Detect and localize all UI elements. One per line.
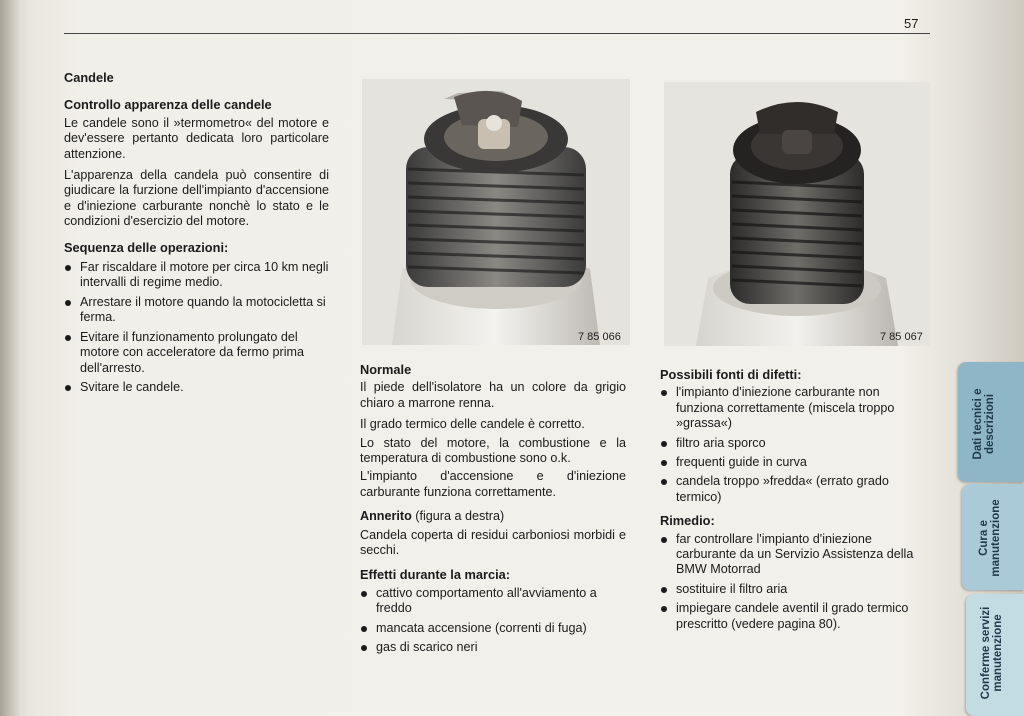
list-item: far controllare l'impianto d'iniezione carburante da un Servizio Assistenza della BMW Motorrad (660, 532, 928, 578)
photo-code-right: 7 85 067 (880, 331, 923, 343)
fonti-heading: Possibili fonti di difetti: (660, 367, 802, 382)
steps-list (64, 260, 329, 395)
spark-plug-photo-normal (362, 79, 630, 345)
annerito-paragraph: Candela coperta di residui carboniosi morbidi e secchi. (360, 527, 626, 558)
tab-label-line1: Cura e (978, 520, 990, 556)
page-number: 57 (904, 16, 919, 31)
tab-label-line1: Conferme servizi (980, 606, 992, 700)
list-item: filtro aria sporco (660, 436, 928, 451)
list-item: Far riscaldare il motore per circa 10 km negli intervalli di regime medio. (64, 260, 329, 291)
tab-cura-manutenzione[interactable] (962, 484, 1024, 590)
appearance-paragraph: L'apparenza della candela può consentire di giudicare la furzione dell'impianto d'accensione e d'iniezione carburante nonchè lo stato e le condizioni d'esercizio del motore. (64, 168, 329, 229)
tab-label-line1: Dati tecnici e (972, 388, 984, 460)
intro-paragraph: Le candele sono il »termometro« del motore e dev'essere pertanto dedicata loro particolare attenzione. (64, 115, 329, 161)
bullet-icon (661, 606, 667, 612)
bullet-icon (661, 537, 667, 543)
normale-heading: Normale (360, 362, 412, 377)
sequence-heading: Sequenza delle operazioni: (64, 239, 229, 255)
list-item: candela troppo »fredda« (errato grado termico) (660, 474, 928, 505)
list-item: cattivo comportamento all'avviamento a freddo (360, 586, 626, 617)
rimedio-heading: Rimedio: (660, 513, 715, 529)
normale-paragraph-2: Il grado termico delle candele è corretto. (360, 417, 585, 432)
list-item: Arrestare il motore quando la motocicletta si ferma. (64, 295, 329, 326)
list-item: frequenti guide in curva (660, 455, 928, 470)
bullet-icon (65, 385, 71, 391)
bullet-icon (361, 626, 367, 632)
list-item: gas di scarico neri (360, 640, 626, 655)
fonti-list (660, 385, 928, 505)
normale-paragraph-1: Il piede dell'isolatore ha un colore da grigio chiaro a marrone renna. (360, 380, 626, 410)
section-title: Candele (64, 70, 114, 85)
normale-paragraph-3: Lo stato del motore, la combustione e la temperatura di combustione sono o.k. (360, 435, 626, 466)
subsection-title: Controllo apparenza delle candele (64, 97, 272, 113)
bullet-icon (361, 591, 367, 597)
bullet-icon (661, 390, 667, 396)
bullet-icon (661, 460, 667, 466)
list-item: sostituire il filtro aria (660, 582, 928, 597)
right-column (660, 367, 928, 638)
tab-label-line2: manutenzione (992, 614, 1004, 692)
bullet-icon (361, 645, 367, 651)
tab-label-line2: manutenzione (990, 499, 1002, 577)
effetti-list (360, 586, 626, 656)
normale-paragraph-4: L'impianto d'accensione e d'iniezione carburante funziona correttamente. (360, 469, 626, 499)
tab-conferme-servizi[interactable] (966, 594, 1024, 716)
list-item: Svitare le candele. (64, 380, 329, 395)
list-item: l'impianto d'iniezione carburante non funziona correttamente (miscela troppo »grassa«) (660, 385, 928, 431)
spark-plug-normal-image (362, 79, 630, 345)
spark-plug-photo-sooted (664, 82, 930, 346)
tab-label-line2: descrizioni (984, 393, 996, 455)
bullet-icon (661, 479, 667, 485)
tab-dati-tecnici[interactable] (958, 362, 1024, 482)
spark-plug-sooted-image (664, 82, 930, 346)
bullet-icon (65, 335, 71, 341)
bullet-icon (661, 587, 667, 593)
bullet-icon (65, 300, 71, 306)
photo-code-left: 7 85 066 (578, 331, 621, 343)
list-item: Evitare il funzionamento prolungato del motore con acceleratore da fermo prima dell'arresto. (64, 330, 329, 376)
effetti-heading: Effetti durante la marcia: (360, 567, 511, 583)
bullet-icon (661, 441, 667, 447)
bullet-icon (65, 265, 71, 271)
left-column (64, 70, 329, 401)
annerito-heading: Annerito (figura a destra) (360, 509, 505, 524)
list-item: impiegare candele aventil il grado termico prescritto (vedere pagina 80). (660, 601, 928, 632)
list-item: mancata accensione (correnti di fuga) (360, 621, 626, 636)
header-rule (64, 33, 930, 34)
rimedio-list (660, 532, 928, 632)
binding-gutter (0, 0, 22, 716)
middle-column (360, 362, 626, 662)
